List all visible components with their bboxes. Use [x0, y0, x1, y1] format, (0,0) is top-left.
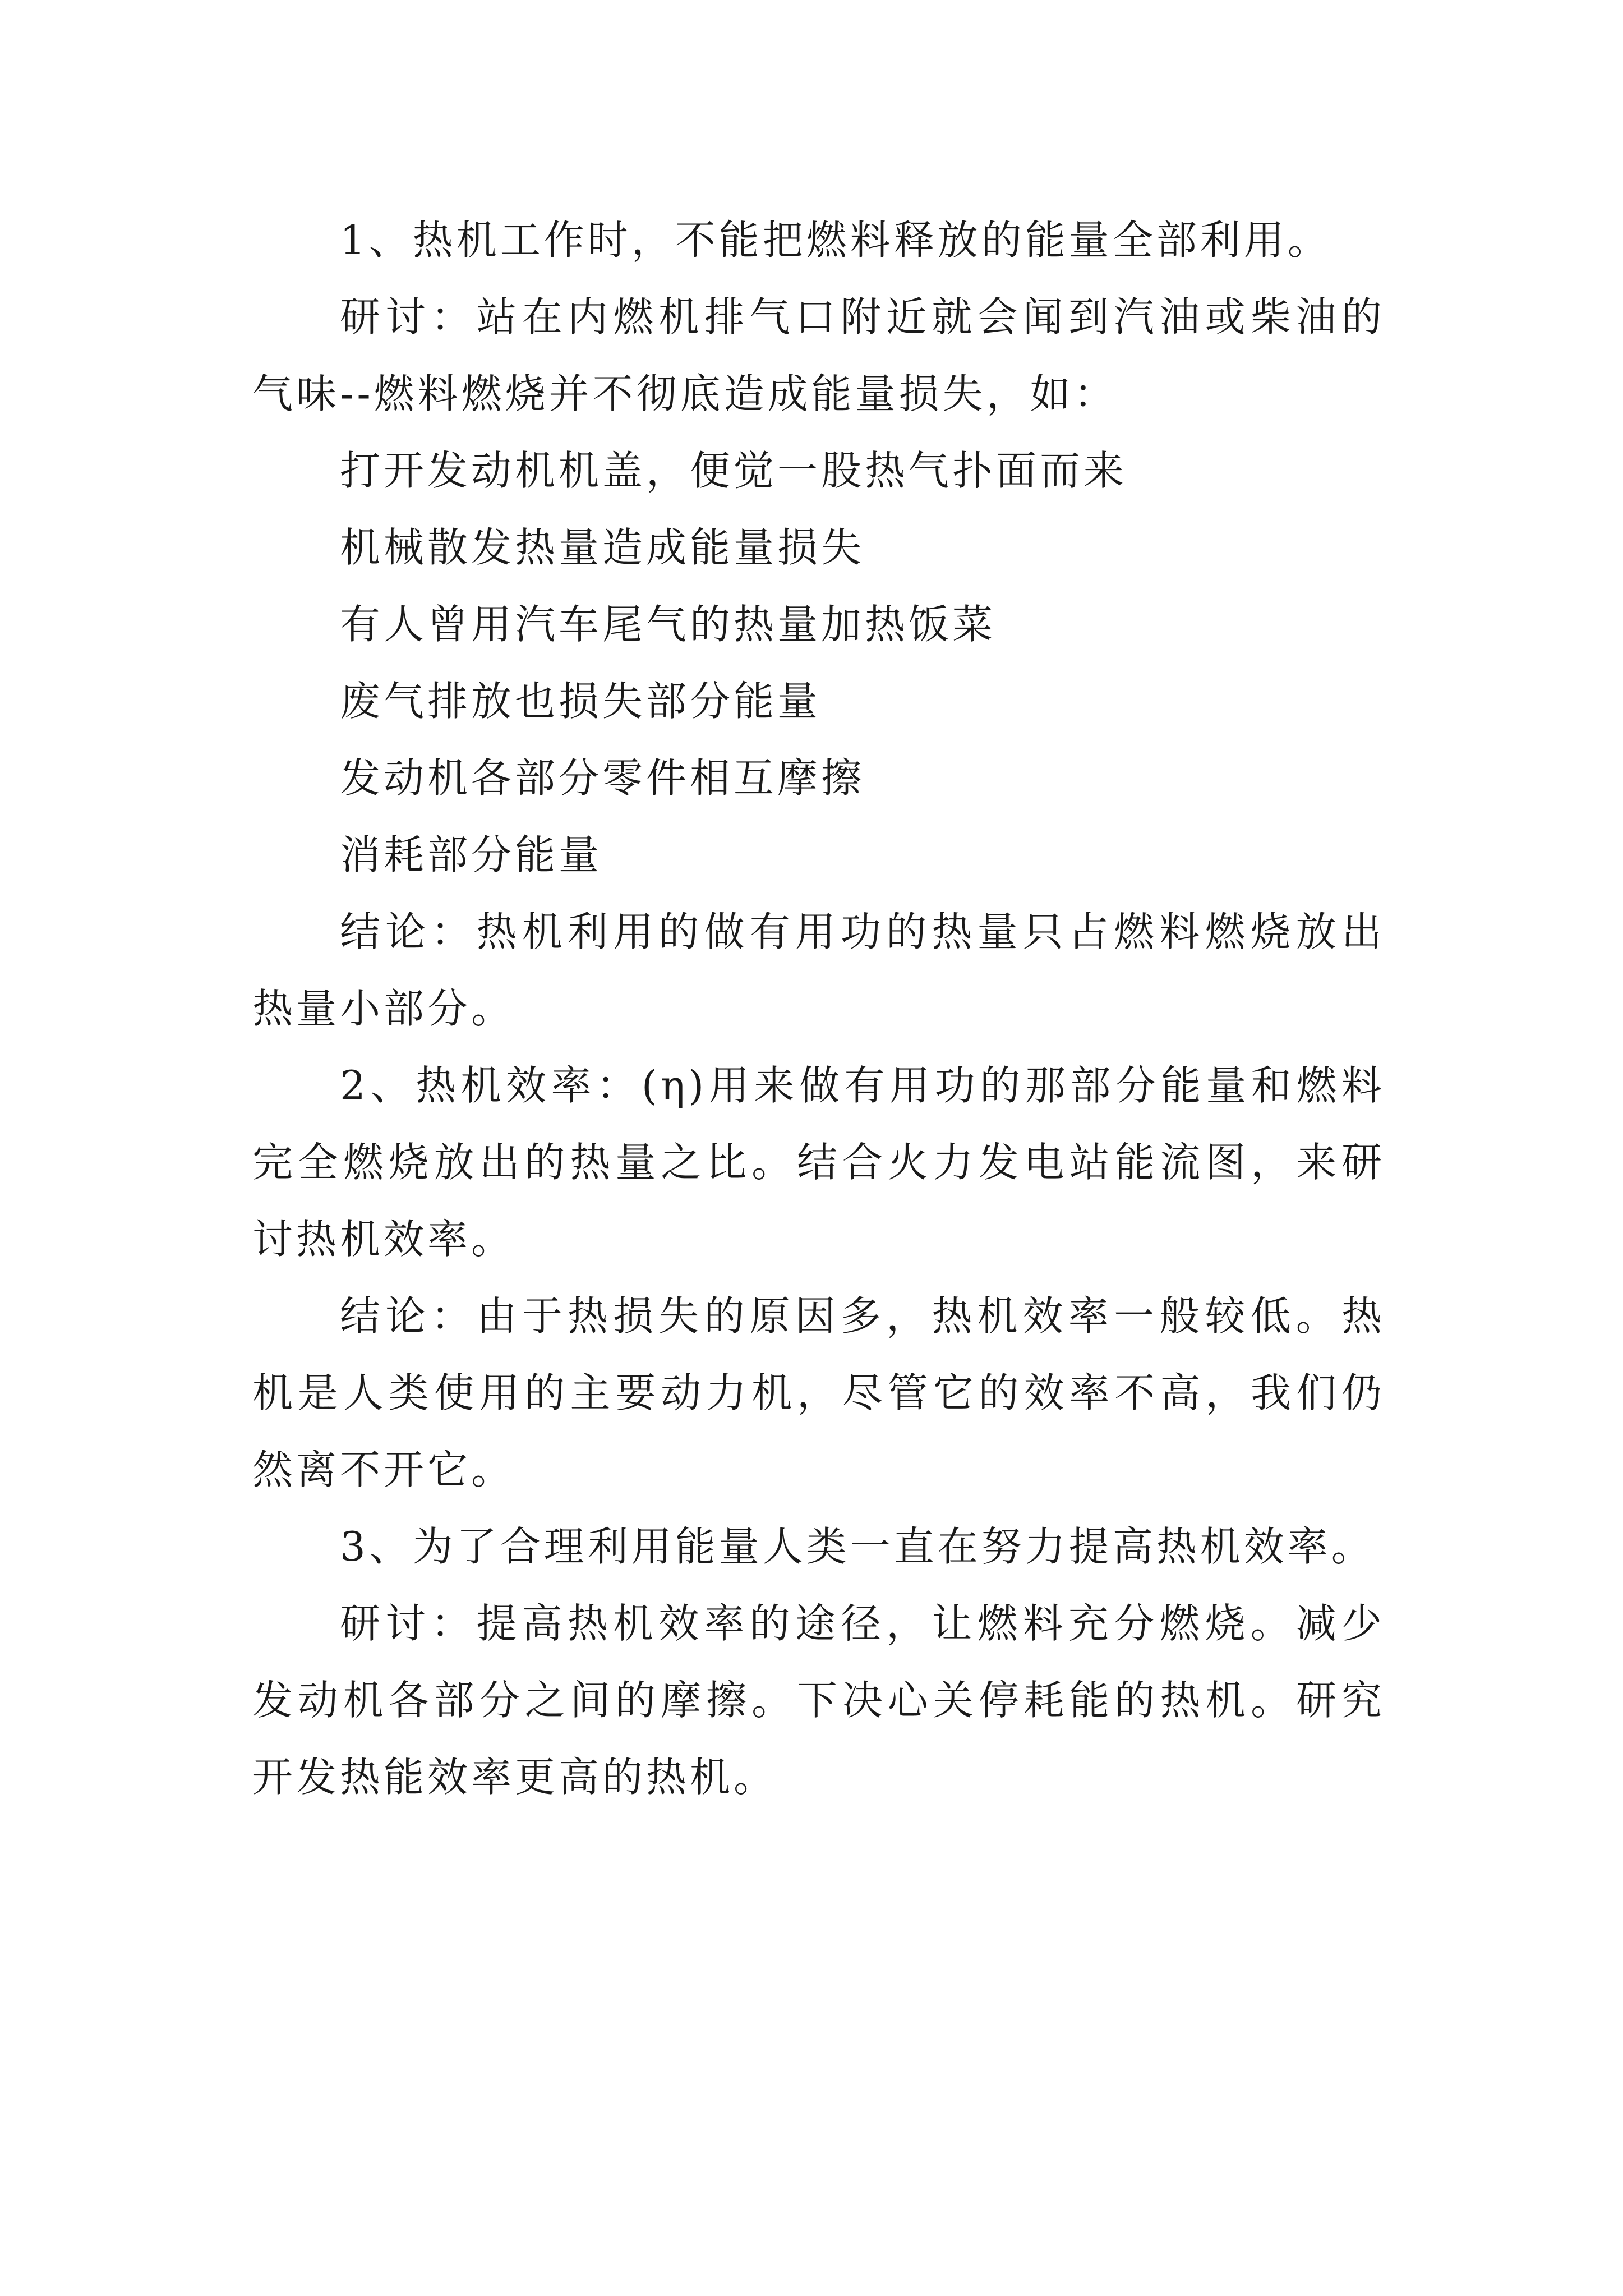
paragraph-heat-engine-loss: 1、热机工作时，不能把燃料释放的能量全部利用。 [340, 217, 1331, 264]
paragraph-mechanical-heat: 机械散发热量造成能量损失 [340, 524, 865, 571]
paragraph-friction: 发动机各部分零件相互摩擦 [340, 754, 865, 802]
paragraph-conclusion-1: 结论：热机利用的做有用功的热量只占燃料燃烧放出热量小部分。 [252, 908, 1385, 1032]
paragraph-efficiency-definition: 2、热机效率：(η)用来做有用功的那部分能量和燃料完全燃烧放出的热量之比。结合火力发电站能流图，来研讨热机效率。 [252, 1062, 1385, 1263]
paragraph-energy-consumption: 消耗部分能量 [340, 831, 603, 878]
paragraph-engine-hood: 打开发动机机盖，便觉一股热气扑面而来 [340, 447, 1128, 494]
paragraph-conclusion-2: 结论：由于热损失的原因多，热机效率一般较低。热机是人类使用的主要动力机，尽管它的效率不高，我们仍然离不开它。 [252, 1292, 1385, 1493]
document-body [252, 202, 1385, 1816]
paragraph-exhaust-loss: 废气排放也损失部分能量 [340, 678, 822, 725]
paragraph-discussion-methods: 研讨：提高热机效率的途径，让燃料充分燃烧。减少发动机各部分之间的摩擦。下决心关停耗能的热机。研究开发热能效率更高的热机。 [252, 1600, 1385, 1801]
paragraph-improve-efficiency: 3、为了合理利用能量人类一直在努力提高热机效率。 [340, 1523, 1375, 1570]
paragraph-exhaust-cooking: 有人曾用汽车尾气的热量加热饭菜 [340, 601, 997, 648]
paragraph-discussion-exhaust: 研讨：站在内燃机排气口附近就会闻到汽油或柴油的气味--燃料燃烧并不彻底造成能量损失，如： [252, 293, 1385, 417]
